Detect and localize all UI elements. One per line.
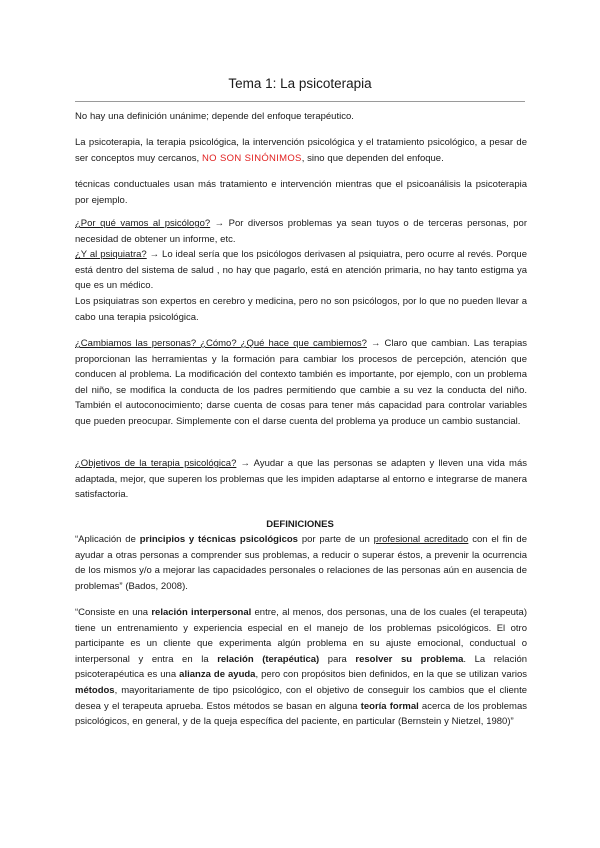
question-why-psychologist: ¿Por qué vamos al psicólogo?	[75, 218, 211, 229]
def2-text-2: entre, al menos, dos personas, una de los cuales (el terapeuta) tiene un entrenamiento y experiencia especial en el manejo de los problemas psicológicos. El otro participante es un cliente que experimenta algún problema en su ajuste emocional, conductual o interpersonal y entra en la	[75, 607, 527, 665]
paragraph-objectives	[75, 456, 527, 503]
question-objectives: ¿Objetivos de la terapia psicológica?	[75, 458, 237, 469]
paragraph-concepts	[75, 135, 527, 166]
answer-psychiatrist: → Lo ideal sería que los psicólogos derivasen al psiquiatra, pero ocurre al revés. Porque está dentro del sistema de salud , no hay que pagarlo, está en atención primaria, no hay tanto estigma ya que es un médico.	[75, 249, 528, 292]
definitions-heading: DEFINICIONES	[266, 519, 334, 530]
page-title: Tema 1: La psicoterapia	[228, 76, 372, 91]
def1-underlined-professional: profesional acreditado	[373, 534, 469, 545]
def2-bold-relation: relación interpersonal	[151, 607, 252, 618]
concepts-text-end: , sino que dependen del enfoque.	[301, 152, 444, 164]
paragraph-why-psychologist	[75, 216, 527, 325]
question-change: ¿Cambiamos las personas? ¿Cómo? ¿Qué hace que cambiemos?	[75, 338, 367, 349]
def2-bold-resolve: resolver su problema	[355, 653, 464, 665]
def1-bold-principles: principios y técnicas psicológicos	[139, 534, 298, 545]
def2-text-5: , pero con propósitos bien definidos, en la que se utilizan varios	[255, 669, 528, 681]
def2-text-4: . La relación psicoterapéutica es una	[75, 653, 528, 681]
def1-text: “Aplicación de	[75, 534, 140, 545]
def2-text-7: acerca de los problemas psicológicos, en general, y de la queja específica del paciente, en particular (Bernstein y Nietzel, 1980)”	[75, 700, 527, 728]
def2-text-6: , mayoritariamente de tipo psicológico, con el objetivo de conseguir los cambios que el cliente desea y el terapeuta aprueba. Estos métodos se basan en alguna	[75, 684, 527, 712]
def1-text-3: con el fin de ayudar a otras personas a comprender sus problemas, a reducir o superar éstos, a prevenir la ocurrencia de los mismos y/o a mejorar las capacidades personales o relaciones de las personas aún en ausencia de problemas” (Bados, 2008).	[75, 534, 528, 592]
paragraph-definition-note: No hay una definición unánime; depende del enfoque terapéutico.	[75, 111, 354, 122]
answer-why-psychologist: → Por diversos problemas ya sean tuyos o de terceras personas, por necesidad de obtener un informe, etc.	[75, 218, 528, 245]
def2-bold-theory: teoría formal	[360, 700, 419, 712]
concepts-text: La psicoterapia, la terapia psicológica, la intervención psicológica y el tratamiento psicológico, a pesar de ser conceptos muy cercanos,	[75, 137, 527, 164]
title-divider	[75, 101, 525, 102]
answer-objectives: → Ayudar a que las personas se adapten y lleven una vida más adaptada, mejor, que superen los problemas que les impiden adaptarse al entorno e integrarse de manera satisfactoria.	[75, 458, 527, 501]
paragraph-change	[75, 336, 527, 430]
def2-bold-methods: métodos	[75, 684, 115, 696]
def1-text-2: por parte de un	[297, 534, 374, 545]
def2-text-3: para	[319, 653, 356, 665]
def2-bold-alliance: alianza de ayuda	[179, 669, 256, 681]
definition-bados	[75, 532, 527, 594]
not-synonyms-highlight: NO SON SINÓNIMOS	[202, 152, 302, 164]
question-psychiatrist: ¿Y al psiquiatra?	[75, 249, 147, 261]
psychiatrists-note: Los psiquiatras son expertos en cerebro y medicina, pero no son psicólogos, por lo que no pueden llevar a cabo una terapia psicológica.	[75, 295, 527, 323]
def2-text: “Consiste en una	[75, 607, 152, 618]
def2-bold-therapeutic: relación (terapéutica)	[217, 653, 320, 665]
paragraph-techniques: técnicas conductuales usan más tratamiento e intervención mientras que el psicoanálisis la psicoterapia por ejemplo.	[75, 179, 527, 206]
answer-change: → Claro que cambian. Las terapias proporcionan las herramientas y la formación para cambiar los procesos de percepción, atención que conducen al problema. La modificación del contexto también es importante, por ejemplo, con un problema del niño, se modifica la conducta de los padres permitiendo que cambie a su vez la conducta del niño. También el autoconocimiento; darse cuenta de cosas para tener más capacidad para controlar variables que pueden preocupar. Simplemente con el darse cuenta del problema ya produce un cambio sustancial.	[75, 338, 527, 427]
definition-bernstein	[75, 605, 527, 730]
